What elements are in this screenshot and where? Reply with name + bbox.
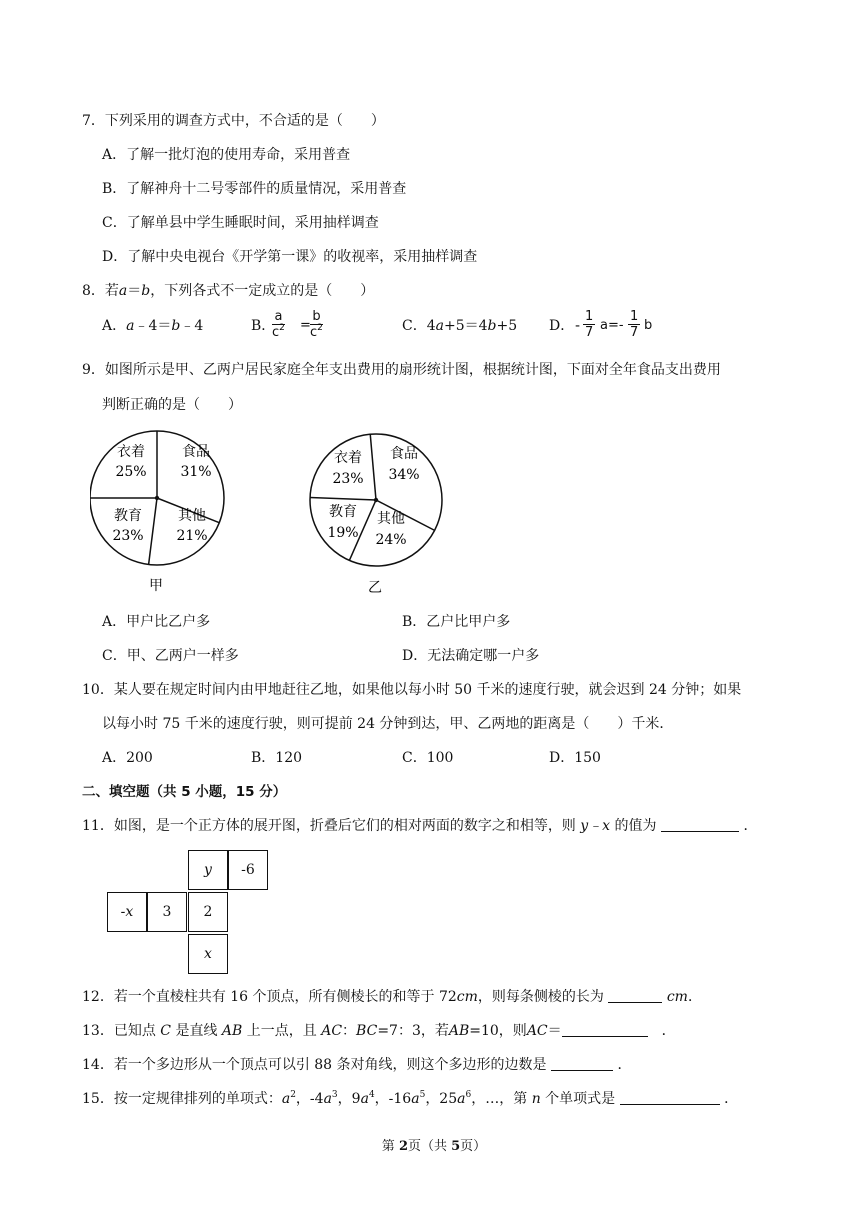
pie-slice-label: 其他 (377, 511, 405, 527)
q8-option-d-fraction-2: $\frac{1}{7}$ (630, 309, 639, 340)
q9-stem-line1: 9．如图所示是甲、乙两户居民家庭全年支出费用的扇形统计图，根据统计图，下面对全年食品支出费用 (82, 362, 721, 378)
q8-option-c: C．4a+5＝4b+5 (402, 318, 518, 334)
q10-option-a: A．200 (102, 750, 153, 766)
q11-stem: 11．如图，是一个正方体的展开图，折叠后它们的相对两面的数字之和相等，则 y﹣x 的值为 ． (82, 818, 758, 834)
q15-answer-blank[interactable] (620, 1090, 720, 1105)
q9-option-b: B．乙户比甲户多 (402, 614, 511, 630)
q9-option-c: C．甲、乙两户一样多 (102, 648, 239, 664)
pie-slice-label: 衣着 (334, 450, 362, 466)
pie-slice-percent: 25% (115, 464, 147, 480)
pie-slice-percent: 31% (180, 464, 212, 480)
q9-option-d: D．无法确定哪一户多 (402, 648, 540, 664)
q15-stem: 15．按一定规律排列的单项式：$a^2$，$-4a^3$，$9a^4$，$-16a^5$，$25a^6$，…，第 n 个单项式是 ． (82, 1090, 739, 1107)
q11-answer-blank[interactable] (661, 817, 739, 832)
pie-slice-percent: 23% (332, 471, 364, 487)
pie-chart-jia (90, 431, 224, 565)
net-cell-y: y (188, 850, 228, 890)
net-cell-neg6: -6 (228, 850, 268, 890)
q8-option-d-middle: a=- (600, 318, 624, 333)
q8-option-d-end: b (644, 318, 653, 333)
q8-option-a: A．a﹣4＝b﹣4 (102, 318, 204, 334)
pie-slice-label: 食品 (390, 446, 418, 462)
q8-option-d-label: D． (549, 318, 575, 334)
q8-option-b-fraction-1: $\frac{a}{c^2}$ (272, 309, 285, 340)
net-cell-x: x (188, 934, 228, 974)
pie-center (155, 496, 159, 500)
pie-center (374, 498, 378, 502)
q7-option-a: A．了解一批灯泡的使用寿命，采用普查 (102, 147, 351, 163)
q10-option-c: C．100 (402, 750, 454, 766)
q7-option-d: D．了解中央电视台《开学第一课》的收视率，采用抽样调查 (102, 249, 478, 265)
pie-slice-label: 教育 (114, 508, 142, 524)
pie-slice-percent: 19% (327, 525, 359, 541)
q8-option-b-fraction-2: $\frac{b}{c^2}$ (310, 309, 323, 340)
section-2-heading: 二、填空题（共 5 小题，15 分） (82, 784, 287, 800)
pie-slice-percent: 34% (388, 467, 420, 483)
q10-option-d: D．150 (549, 750, 601, 766)
q8-stem: 8．若a＝b，下列各式不一定成立的是（ ） (82, 283, 375, 299)
q9-option-a: A．甲户比乙户多 (102, 614, 211, 630)
pie-slice-label: 衣着 (117, 444, 145, 460)
net-cell-2: 2 (188, 892, 228, 932)
pie-chart-yi (310, 434, 442, 566)
page-footer: 第 2页（共 5页） (381, 1139, 487, 1154)
q7-option-b: B．了解神舟十二号零部件的质量情况，采用普查 (102, 181, 407, 197)
q13-answer-blank[interactable] (562, 1022, 648, 1037)
q8-option-d-minus: - (575, 318, 581, 334)
q8-option-b-label: B． (251, 318, 276, 334)
q9-stem-line2: 判断正确的是（ ） (102, 397, 242, 413)
q10-option-b: B．120 (251, 750, 303, 766)
pie-slice-percent: 24% (375, 532, 407, 548)
net-cell-3: 3 (147, 892, 187, 932)
pie-slice-label: 其他 (178, 508, 206, 524)
q10-line2: 以每小时 75 千米的速度行驶，则可提前 24 分钟到达，甲、乙两地的距离是（ ）千米． (102, 716, 674, 732)
pie-slice-label: 教育 (329, 504, 357, 520)
pie-slice-label: 食品 (182, 444, 210, 460)
q10-line1: 10．某人要在规定时间内由甲地赶往乙地，如果他以每小时 50 千米的速度行驶，就会迟到 24 分钟；如果 (82, 682, 742, 698)
q8-option-d-fraction-1: $\frac{1}{7}$ (585, 309, 594, 340)
q12-answer-blank[interactable] (608, 988, 662, 1003)
pie-charts (90, 420, 470, 610)
cube-net (107, 850, 272, 974)
net-cell-negx: -x (107, 892, 147, 932)
pie-title-jia: 甲 (149, 578, 163, 594)
q13-stem: 13．已知点 C 是直线 AB 上一点，且 AC：BC=7：3，若AB=10，则AC＝ ． (82, 1023, 676, 1039)
q7-stem: 7．下列采用的调查方式中，不合适的是（ ） (82, 113, 385, 129)
q8-option-b-equals: = (300, 318, 311, 333)
q7-option-c: C．了解单县中学生睡眠时间，采用抽样调查 (102, 215, 379, 231)
pie-slice-percent: 23% (112, 528, 144, 544)
q14-answer-blank[interactable] (551, 1056, 613, 1071)
q12-stem: 12．若一个直棱柱共有 16 个顶点，所有侧棱长的和等于 72cm，则每条侧棱的长为 cm． (82, 989, 702, 1005)
pie-title-yi: 乙 (368, 580, 382, 596)
pie-slice-percent: 21% (176, 528, 208, 544)
q14-stem: 14．若一个多边形从一个顶点可以引 88 条对角线，则这个多边形的边数是 ． (82, 1057, 632, 1073)
